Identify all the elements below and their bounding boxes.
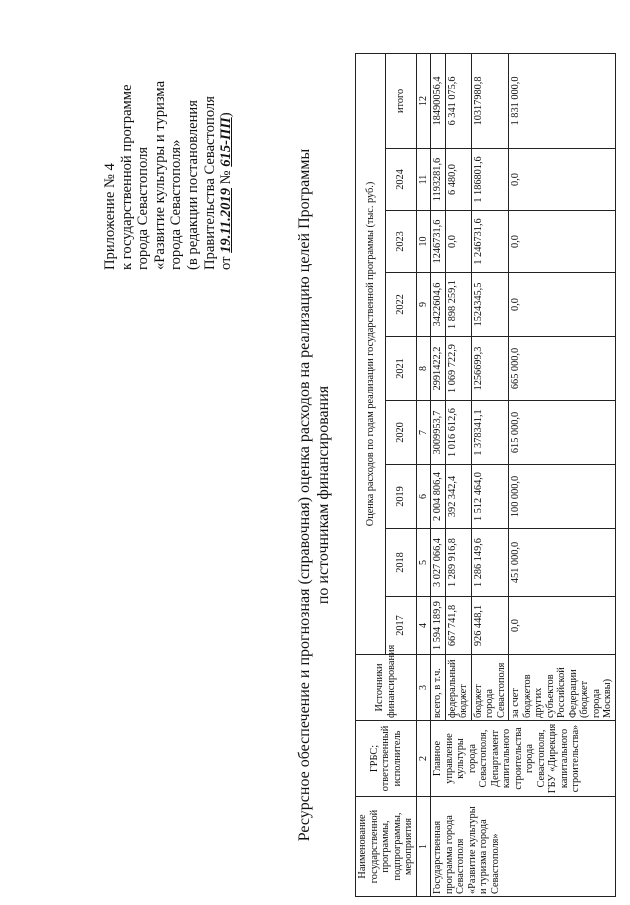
- value-cell: 2991422,2: [431, 337, 446, 401]
- appendix-line: города Севастополя»: [168, 139, 185, 270]
- value-cell: 392 342,4: [445, 465, 471, 529]
- appendix-line: Правительства Севастополя: [201, 96, 218, 270]
- value-cell: 1246731,6: [431, 211, 446, 273]
- year-header: 2017: [386, 597, 416, 655]
- title-line-2: по источникам финансирования: [315, 385, 332, 605]
- column-number: 1: [416, 797, 431, 897]
- resource-table: [355, 53, 616, 897]
- year-header: 2024: [386, 149, 416, 211]
- value-cell: 1 512 464,0: [471, 465, 509, 529]
- value-cell: 1 898 259,1: [445, 273, 471, 337]
- value-cell: 1256699,3: [471, 337, 509, 401]
- document-title: [295, 145, 333, 845]
- value-cell: 451 000,0: [509, 529, 616, 597]
- column-number: 12: [416, 53, 431, 148]
- appendix-date-line: [218, 0, 235, 270]
- appendix-line: (в редакции постановления: [184, 100, 201, 270]
- year-header: 2021: [386, 337, 416, 401]
- source-cell: всего, в т.ч.: [431, 655, 446, 721]
- value-cell: 1 016 612,6: [445, 401, 471, 465]
- value-cell: 0,0: [509, 149, 616, 211]
- column-number-row: [416, 53, 431, 896]
- appendix-line: к государственной программе: [118, 84, 135, 270]
- column-number: 6: [416, 465, 431, 529]
- total-cell: 18490056,4: [431, 53, 446, 148]
- year-header: 2019: [386, 465, 416, 529]
- value-cell: 1 289 916,8: [445, 529, 471, 597]
- value-cell: 0,0: [509, 597, 616, 655]
- executor-line: ГБУ «Дирекция капитального строительства»: [547, 723, 581, 794]
- source-cell: федеральный бюджет: [445, 655, 471, 721]
- value-cell: 0,0: [445, 211, 471, 273]
- header-row: [356, 53, 386, 896]
- year-header: 2018: [386, 529, 416, 597]
- value-cell: 926 448,1: [471, 597, 509, 655]
- year-header: 2023: [386, 211, 416, 273]
- value-cell: 1 069 722,9: [445, 337, 471, 401]
- header-program: Наименование государственной программы, подпрограммы, мероприятия: [356, 797, 417, 897]
- total-header: итого: [386, 53, 416, 148]
- header-executor: ГРБС; ответственный исполнитель: [356, 721, 417, 797]
- date-prefix: от: [218, 252, 235, 270]
- handwritten-date: 19.11.2019: [218, 187, 235, 253]
- value-cell: 1 286 149,6: [471, 529, 509, 597]
- total-cell: 10317980,8: [471, 53, 509, 148]
- column-number: 8: [416, 337, 431, 401]
- appendix-line: города Севастополя: [135, 146, 152, 270]
- total-cell: 6 341 075,6: [445, 53, 471, 148]
- value-cell: 3 027 066,4: [431, 529, 446, 597]
- source-cell: бюджет города Севастополя: [471, 655, 509, 721]
- value-cell: 1524345,5: [471, 273, 509, 337]
- column-number: 9: [416, 273, 431, 337]
- value-cell: 6 480,0: [445, 149, 471, 211]
- program-name-cell: Государственная программа города Севастополя «Развитие культуры и туризма города Севастополя»: [431, 797, 616, 897]
- header-sources: Источники финансирования: [356, 655, 417, 721]
- column-number: 10: [416, 211, 431, 273]
- appendix-line: «Развитие культуры и туризма: [151, 80, 168, 270]
- column-number: 7: [416, 401, 431, 465]
- appendix-line: Приложение № 4: [102, 163, 118, 270]
- column-number: 4: [416, 597, 431, 655]
- value-cell: 615 000,0: [509, 401, 616, 465]
- header-estimate: Оценка расходов по годам реализации государственной программы (тыс. руб.): [356, 53, 386, 654]
- executor-line: Департамент капитального строительства города Севастополя,: [489, 727, 547, 790]
- value-cell: 0,0: [509, 211, 616, 273]
- executor-line: Главное управление культуры города Севастополя,: [432, 729, 489, 788]
- total-cell: 1 831 000,0: [509, 53, 616, 148]
- year-header: 2022: [386, 273, 416, 337]
- closing-paren: ): [218, 112, 235, 118]
- value-cell: 100 000,0: [509, 465, 616, 529]
- title-line-1: Ресурсное обеспечение и прогнозная (справочная) оценка расходов на реализацию целей Программы: [296, 148, 313, 842]
- value-cell: 1 246731,6: [471, 211, 509, 273]
- number-prefix: №: [218, 166, 235, 188]
- value-cell: 0,0: [509, 273, 616, 337]
- value-cell: 1 594 189,9: [431, 597, 446, 655]
- value-cell: 1 186801,6: [471, 149, 509, 211]
- column-number: 2: [416, 721, 431, 797]
- column-number: 11: [416, 149, 431, 211]
- value-cell: 667 741,8: [445, 597, 471, 655]
- appendix-header: [102, 0, 235, 270]
- table-row: [431, 53, 446, 896]
- column-number: 5: [416, 529, 431, 597]
- value-cell: 1193281,6: [431, 149, 446, 211]
- value-cell: 665 000,0: [509, 337, 616, 401]
- column-number: 3: [416, 655, 431, 721]
- executor-cell: [431, 721, 616, 797]
- value-cell: 3009953,7: [431, 401, 446, 465]
- source-cell: за счет бюджетов других субъектов Российской Федерации (бюджет города Москвы): [509, 655, 616, 721]
- value-cell: 1 378341,1: [471, 401, 509, 465]
- handwritten-number: 615-ПП: [218, 117, 235, 167]
- value-cell: 2 004 806,4: [431, 465, 446, 529]
- value-cell: 3422604,6: [431, 273, 446, 337]
- year-header: 2020: [386, 401, 416, 465]
